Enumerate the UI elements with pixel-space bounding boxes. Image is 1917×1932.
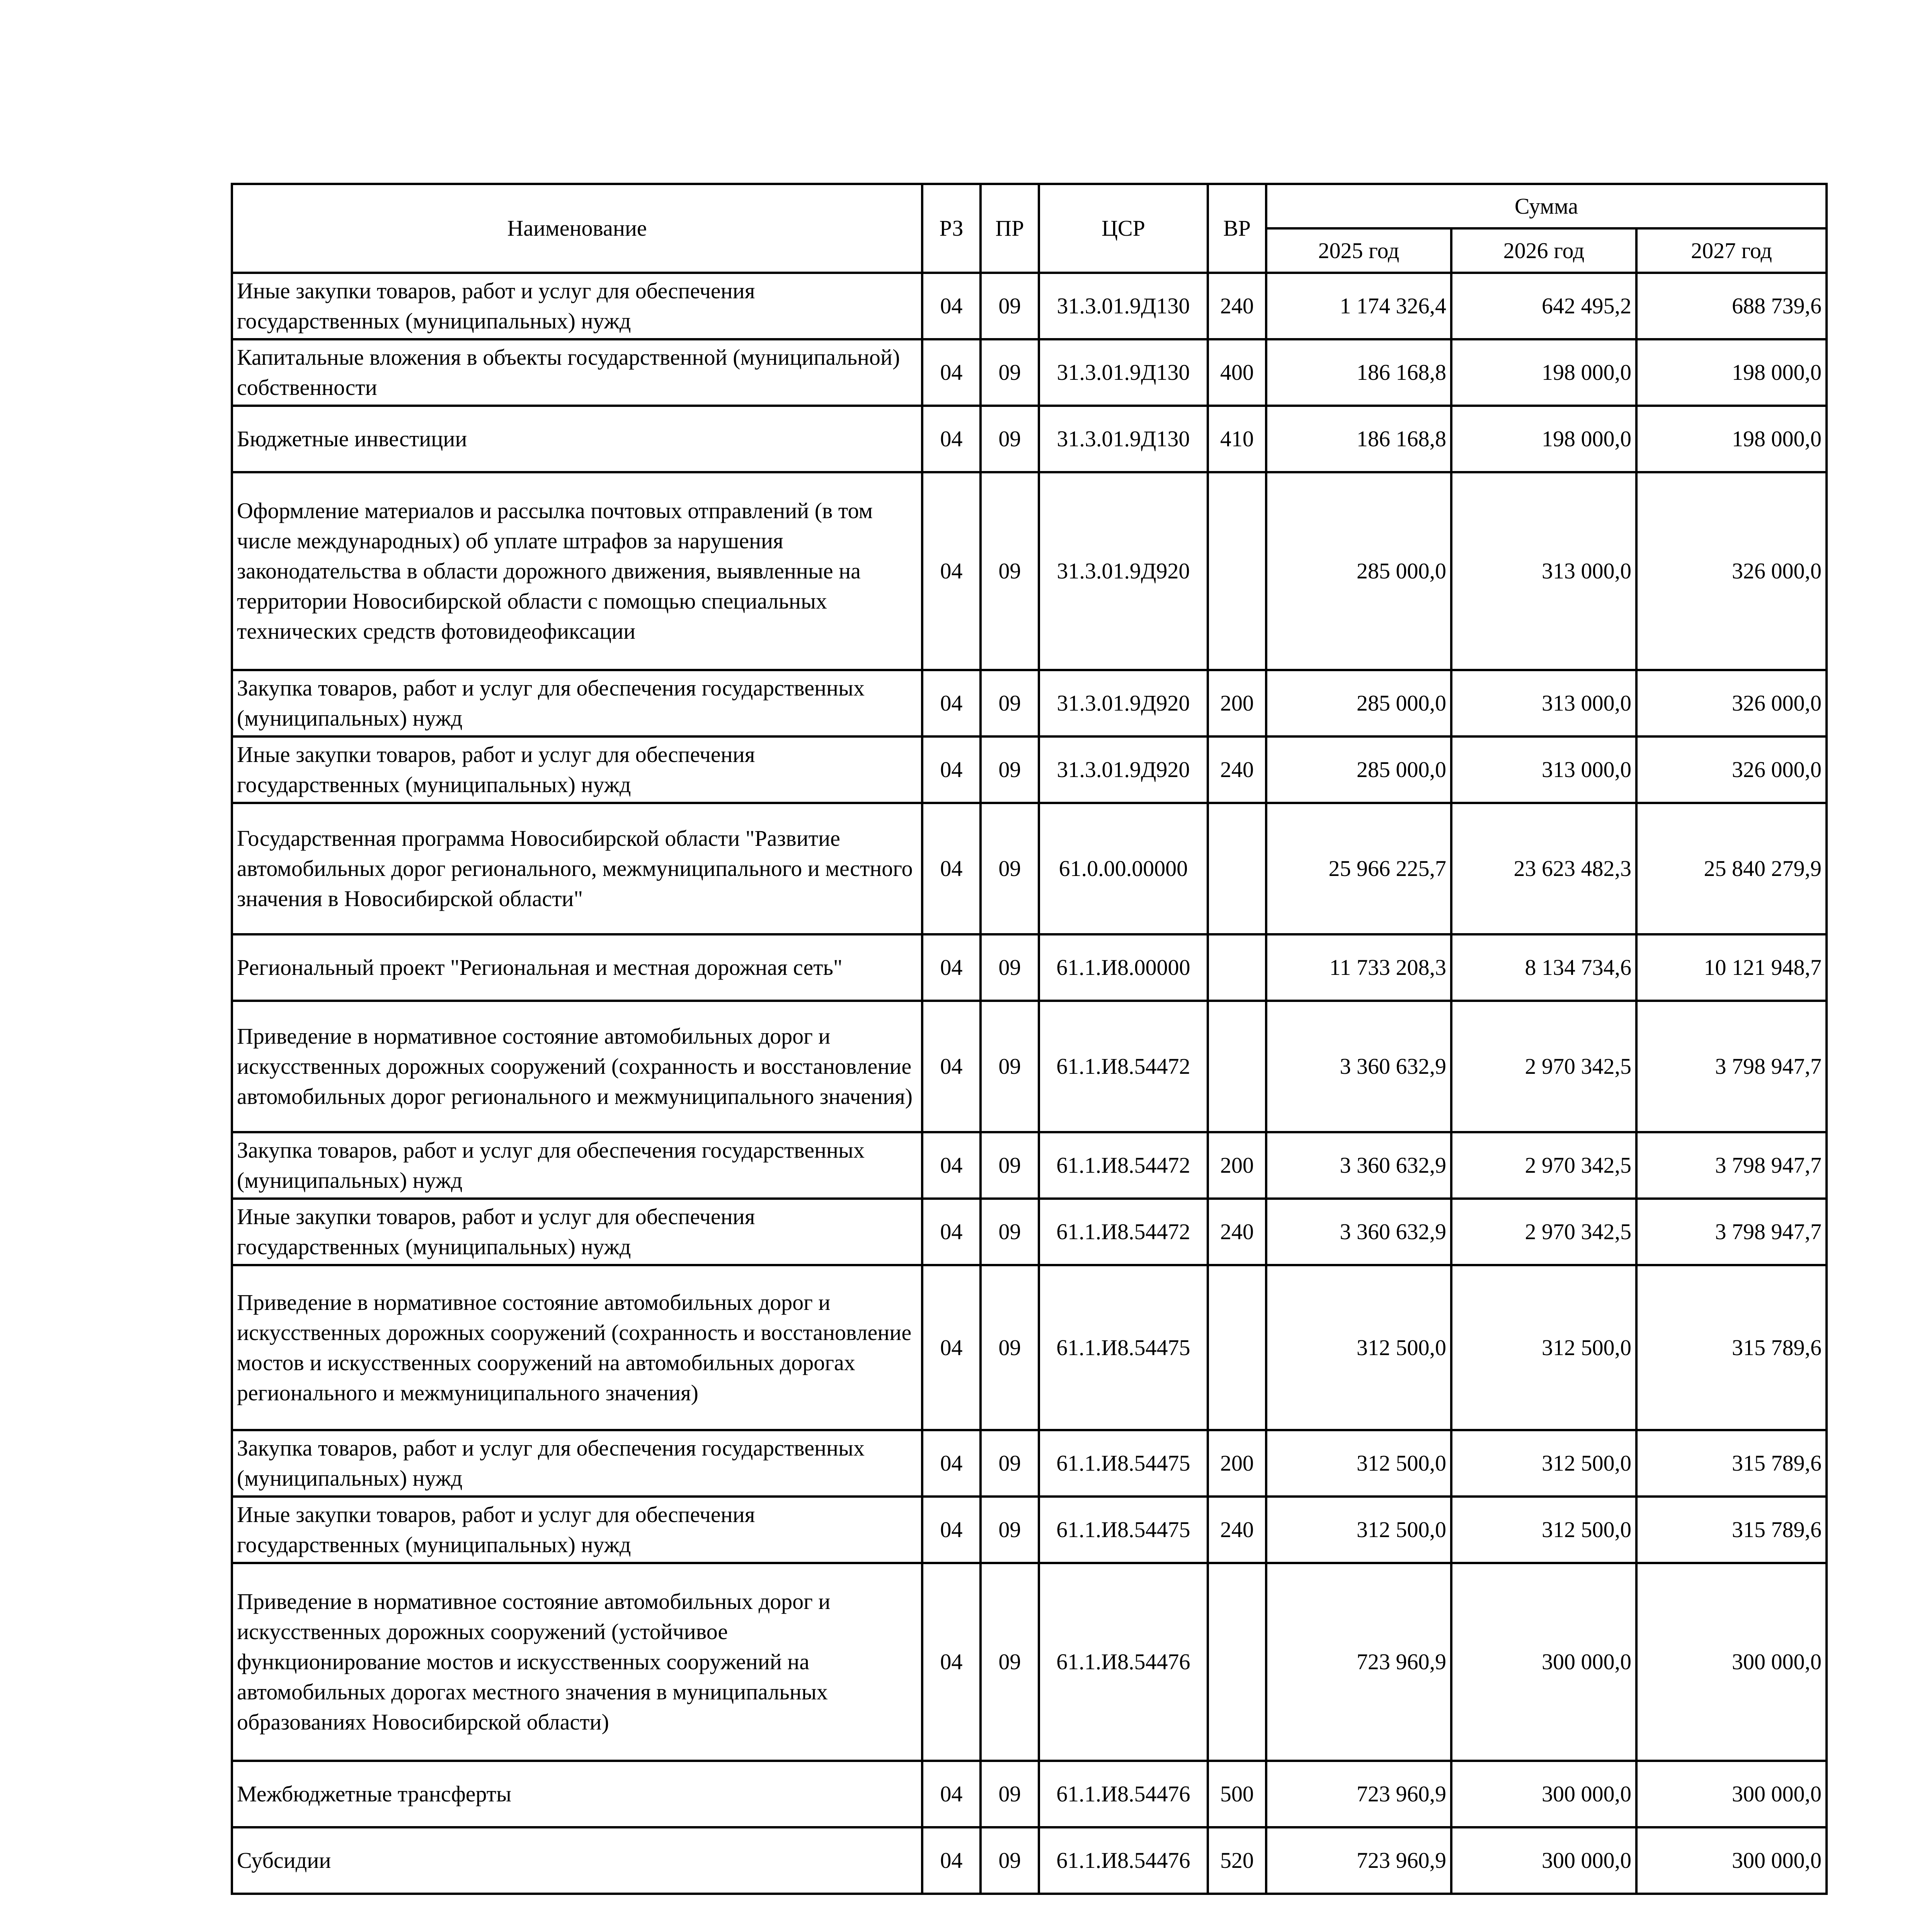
cell-2026: 312 500,0 (1451, 1497, 1636, 1563)
table-row (232, 472, 1827, 670)
cell-pr: 09 (981, 1761, 1039, 1827)
cell-vr: 240 (1208, 1199, 1266, 1265)
cell-pr: 09 (981, 406, 1039, 472)
cell-vr: 240 (1208, 273, 1266, 339)
budget-table (231, 183, 1828, 1895)
header-vr: ВР (1208, 184, 1266, 273)
cell-csr: 61.1.И8.54472 (1039, 1132, 1208, 1199)
cell-csr: 61.0.00.00000 (1039, 803, 1208, 934)
cell-2026: 198 000,0 (1451, 339, 1636, 406)
cell-2027: 326 000,0 (1636, 472, 1827, 670)
cell-csr: 31.3.01.9Д920 (1039, 670, 1208, 736)
header-year-2027: 2027 год (1636, 228, 1827, 273)
cell-pr: 09 (981, 1001, 1039, 1132)
cell-pr: 09 (981, 1563, 1039, 1761)
cell-2027: 198 000,0 (1636, 339, 1827, 406)
cell-2027: 326 000,0 (1636, 736, 1827, 803)
cell-vr (1208, 803, 1266, 934)
cell-name: Иные закупки товаров, работ и услуг для обеспечения государственных (муниципальных) нужд (232, 1199, 922, 1265)
cell-2025: 186 168,8 (1266, 339, 1451, 406)
cell-rz: 04 (922, 273, 981, 339)
cell-2025: 3 360 632,9 (1266, 1001, 1451, 1132)
cell-2026: 300 000,0 (1451, 1827, 1636, 1894)
table-row (232, 670, 1827, 736)
cell-2027: 3 798 947,7 (1636, 1199, 1827, 1265)
cell-name: Региональный проект "Региональная и местная дорожная сеть" (232, 934, 922, 1001)
cell-2027: 315 789,6 (1636, 1497, 1827, 1563)
cell-rz: 04 (922, 1001, 981, 1132)
table-row (232, 339, 1827, 406)
cell-name: Приведение в нормативное состояние автомобильных дорог и искусственных дорожных сооружений (сохранность и восстановление автомобильных дорог регионального и межмуниципального значения) (232, 1001, 922, 1132)
cell-name: Закупка товаров, работ и услуг для обеспечения государственных (муниципальных) нужд (232, 670, 922, 736)
cell-rz: 04 (922, 1563, 981, 1761)
cell-2027: 315 789,6 (1636, 1265, 1827, 1430)
cell-2025: 11 733 208,3 (1266, 934, 1451, 1001)
cell-2025: 723 960,9 (1266, 1563, 1451, 1761)
cell-2026: 313 000,0 (1451, 736, 1636, 803)
cell-pr: 09 (981, 472, 1039, 670)
table-row (232, 1265, 1827, 1430)
cell-2025: 285 000,0 (1266, 670, 1451, 736)
cell-2026: 8 134 734,6 (1451, 934, 1636, 1001)
cell-pr: 09 (981, 1265, 1039, 1430)
cell-2026: 2 970 342,5 (1451, 1001, 1636, 1132)
cell-rz: 04 (922, 406, 981, 472)
cell-vr (1208, 1563, 1266, 1761)
cell-2026: 313 000,0 (1451, 472, 1636, 670)
cell-2025: 3 360 632,9 (1266, 1199, 1451, 1265)
cell-vr: 200 (1208, 670, 1266, 736)
cell-csr: 61.1.И8.00000 (1039, 934, 1208, 1001)
table-row (232, 1563, 1827, 1761)
cell-vr (1208, 472, 1266, 670)
cell-csr: 61.1.И8.54476 (1039, 1827, 1208, 1894)
cell-rz: 04 (922, 472, 981, 670)
cell-2025: 723 960,9 (1266, 1761, 1451, 1827)
cell-vr: 240 (1208, 1497, 1266, 1563)
table-row (232, 1761, 1827, 1827)
cell-csr: 61.1.И8.54475 (1039, 1497, 1208, 1563)
table-row (232, 803, 1827, 934)
cell-2027: 300 000,0 (1636, 1827, 1827, 1894)
cell-pr: 09 (981, 670, 1039, 736)
cell-rz: 04 (922, 1430, 981, 1497)
cell-rz: 04 (922, 1827, 981, 1894)
cell-pr: 09 (981, 934, 1039, 1001)
cell-name: Государственная программа Новосибирской области "Развитие автомобильных дорог регионального, межмуниципального и местного значения в Новосибирской области" (232, 803, 922, 934)
cell-2026: 300 000,0 (1451, 1563, 1636, 1761)
cell-rz: 04 (922, 339, 981, 406)
table-row (232, 934, 1827, 1001)
cell-vr (1208, 934, 1266, 1001)
cell-2027: 300 000,0 (1636, 1761, 1827, 1827)
cell-2027: 25 840 279,9 (1636, 803, 1827, 934)
cell-vr: 500 (1208, 1761, 1266, 1827)
cell-name: Приведение в нормативное состояние автомобильных дорог и искусственных дорожных сооружений (устойчивое функционирование мостов и искусственных сооружений на автомобильных дорогах местного значения в муниципальных образованиях Новосибирской области) (232, 1563, 922, 1761)
cell-2027: 326 000,0 (1636, 670, 1827, 736)
header-year-2026: 2026 год (1451, 228, 1636, 273)
cell-csr: 61.1.И8.54476 (1039, 1761, 1208, 1827)
cell-name: Межбюджетные трансферты (232, 1761, 922, 1827)
cell-name: Капитальные вложения в объекты государственной (муниципальной) собственности (232, 339, 922, 406)
cell-2026: 2 970 342,5 (1451, 1132, 1636, 1199)
cell-pr: 09 (981, 1497, 1039, 1563)
header-row-top (232, 184, 1827, 228)
header-pr: ПР (981, 184, 1039, 273)
cell-vr (1208, 1265, 1266, 1430)
cell-2026: 2 970 342,5 (1451, 1199, 1636, 1265)
cell-name: Закупка товаров, работ и услуг для обеспечения государственных (муниципальных) нужд (232, 1132, 922, 1199)
cell-csr: 31.3.01.9Д130 (1039, 406, 1208, 472)
cell-2025: 312 500,0 (1266, 1497, 1451, 1563)
cell-2027: 300 000,0 (1636, 1563, 1827, 1761)
header-name: Наименование (232, 184, 922, 273)
cell-csr: 31.3.01.9Д920 (1039, 736, 1208, 803)
header-year-2025: 2025 год (1266, 228, 1451, 273)
cell-csr: 61.1.И8.54475 (1039, 1265, 1208, 1430)
cell-2025: 312 500,0 (1266, 1430, 1451, 1497)
cell-2027: 10 121 948,7 (1636, 934, 1827, 1001)
cell-pr: 09 (981, 736, 1039, 803)
cell-name: Закупка товаров, работ и услуг для обеспечения государственных (муниципальных) нужд (232, 1430, 922, 1497)
cell-csr: 61.1.И8.54476 (1039, 1563, 1208, 1761)
cell-2025: 1 174 326,4 (1266, 273, 1451, 339)
cell-csr: 31.3.01.9Д130 (1039, 339, 1208, 406)
cell-rz: 04 (922, 934, 981, 1001)
cell-pr: 09 (981, 273, 1039, 339)
cell-vr: 240 (1208, 736, 1266, 803)
cell-csr: 61.1.И8.54472 (1039, 1199, 1208, 1265)
cell-rz: 04 (922, 736, 981, 803)
cell-rz: 04 (922, 670, 981, 736)
cell-2026: 312 500,0 (1451, 1265, 1636, 1430)
cell-pr: 09 (981, 803, 1039, 934)
table-row (232, 1827, 1827, 1894)
cell-2027: 688 739,6 (1636, 273, 1827, 339)
cell-name: Бюджетные инвестиции (232, 406, 922, 472)
cell-2026: 23 623 482,3 (1451, 803, 1636, 934)
cell-csr: 61.1.И8.54472 (1039, 1001, 1208, 1132)
cell-pr: 09 (981, 1430, 1039, 1497)
cell-name: Иные закупки товаров, работ и услуг для обеспечения государственных (муниципальных) нужд (232, 736, 922, 803)
cell-name: Оформление материалов и рассылка почтовых отправлений (в том числе международных) об уплате штрафов за нарушения законодательства в области дорожного движения, выявленные на территории Новосибирской области с помощью специальных технических средств фотовидеофиксации (232, 472, 922, 670)
cell-2027: 315 789,6 (1636, 1430, 1827, 1497)
cell-name: Иные закупки товаров, работ и услуг для обеспечения государственных (муниципальных) нужд (232, 273, 922, 339)
table-row (232, 1199, 1827, 1265)
cell-rz: 04 (922, 803, 981, 934)
cell-2026: 312 500,0 (1451, 1430, 1636, 1497)
cell-rz: 04 (922, 1761, 981, 1827)
cell-csr: 31.3.01.9Д130 (1039, 273, 1208, 339)
cell-name: Иные закупки товаров, работ и услуг для обеспечения государственных (муниципальных) нужд (232, 1497, 922, 1563)
header-rz: РЗ (922, 184, 981, 273)
cell-csr: 31.3.01.9Д920 (1039, 472, 1208, 670)
cell-2026: 642 495,2 (1451, 273, 1636, 339)
table-row (232, 736, 1827, 803)
table-row (232, 406, 1827, 472)
cell-2027: 3 798 947,7 (1636, 1132, 1827, 1199)
cell-2025: 3 360 632,9 (1266, 1132, 1451, 1199)
cell-pr: 09 (981, 339, 1039, 406)
table-row (232, 1430, 1827, 1497)
cell-rz: 04 (922, 1497, 981, 1563)
cell-2025: 25 966 225,7 (1266, 803, 1451, 934)
table-body (232, 273, 1827, 1894)
cell-vr: 410 (1208, 406, 1266, 472)
cell-2026: 300 000,0 (1451, 1761, 1636, 1827)
table-row (232, 273, 1827, 339)
table-row (232, 1132, 1827, 1199)
cell-csr: 61.1.И8.54475 (1039, 1430, 1208, 1497)
header-sum: Сумма (1266, 184, 1827, 228)
cell-vr: 520 (1208, 1827, 1266, 1894)
cell-2027: 3 798 947,7 (1636, 1001, 1827, 1132)
cell-2025: 285 000,0 (1266, 736, 1451, 803)
table-row (232, 1497, 1827, 1563)
cell-rz: 04 (922, 1132, 981, 1199)
cell-name: Приведение в нормативное состояние автомобильных дорог и искусственных дорожных сооружений (сохранность и восстановление мостов и искусственных сооружений на автомобильных дорогах регионального и межмуниципального значения) (232, 1265, 922, 1430)
cell-pr: 09 (981, 1199, 1039, 1265)
cell-vr: 200 (1208, 1132, 1266, 1199)
cell-2025: 723 960,9 (1266, 1827, 1451, 1894)
cell-2026: 198 000,0 (1451, 406, 1636, 472)
cell-vr: 200 (1208, 1430, 1266, 1497)
cell-vr (1208, 1001, 1266, 1132)
cell-pr: 09 (981, 1132, 1039, 1199)
cell-2025: 186 168,8 (1266, 406, 1451, 472)
cell-vr: 400 (1208, 339, 1266, 406)
cell-pr: 09 (981, 1827, 1039, 1894)
cell-rz: 04 (922, 1265, 981, 1430)
table-row (232, 1001, 1827, 1132)
cell-2026: 313 000,0 (1451, 670, 1636, 736)
cell-2025: 285 000,0 (1266, 472, 1451, 670)
cell-2027: 198 000,0 (1636, 406, 1827, 472)
header-csr: ЦСР (1039, 184, 1208, 273)
cell-name: Субсидии (232, 1827, 922, 1894)
cell-rz: 04 (922, 1199, 981, 1265)
cell-2025: 312 500,0 (1266, 1265, 1451, 1430)
